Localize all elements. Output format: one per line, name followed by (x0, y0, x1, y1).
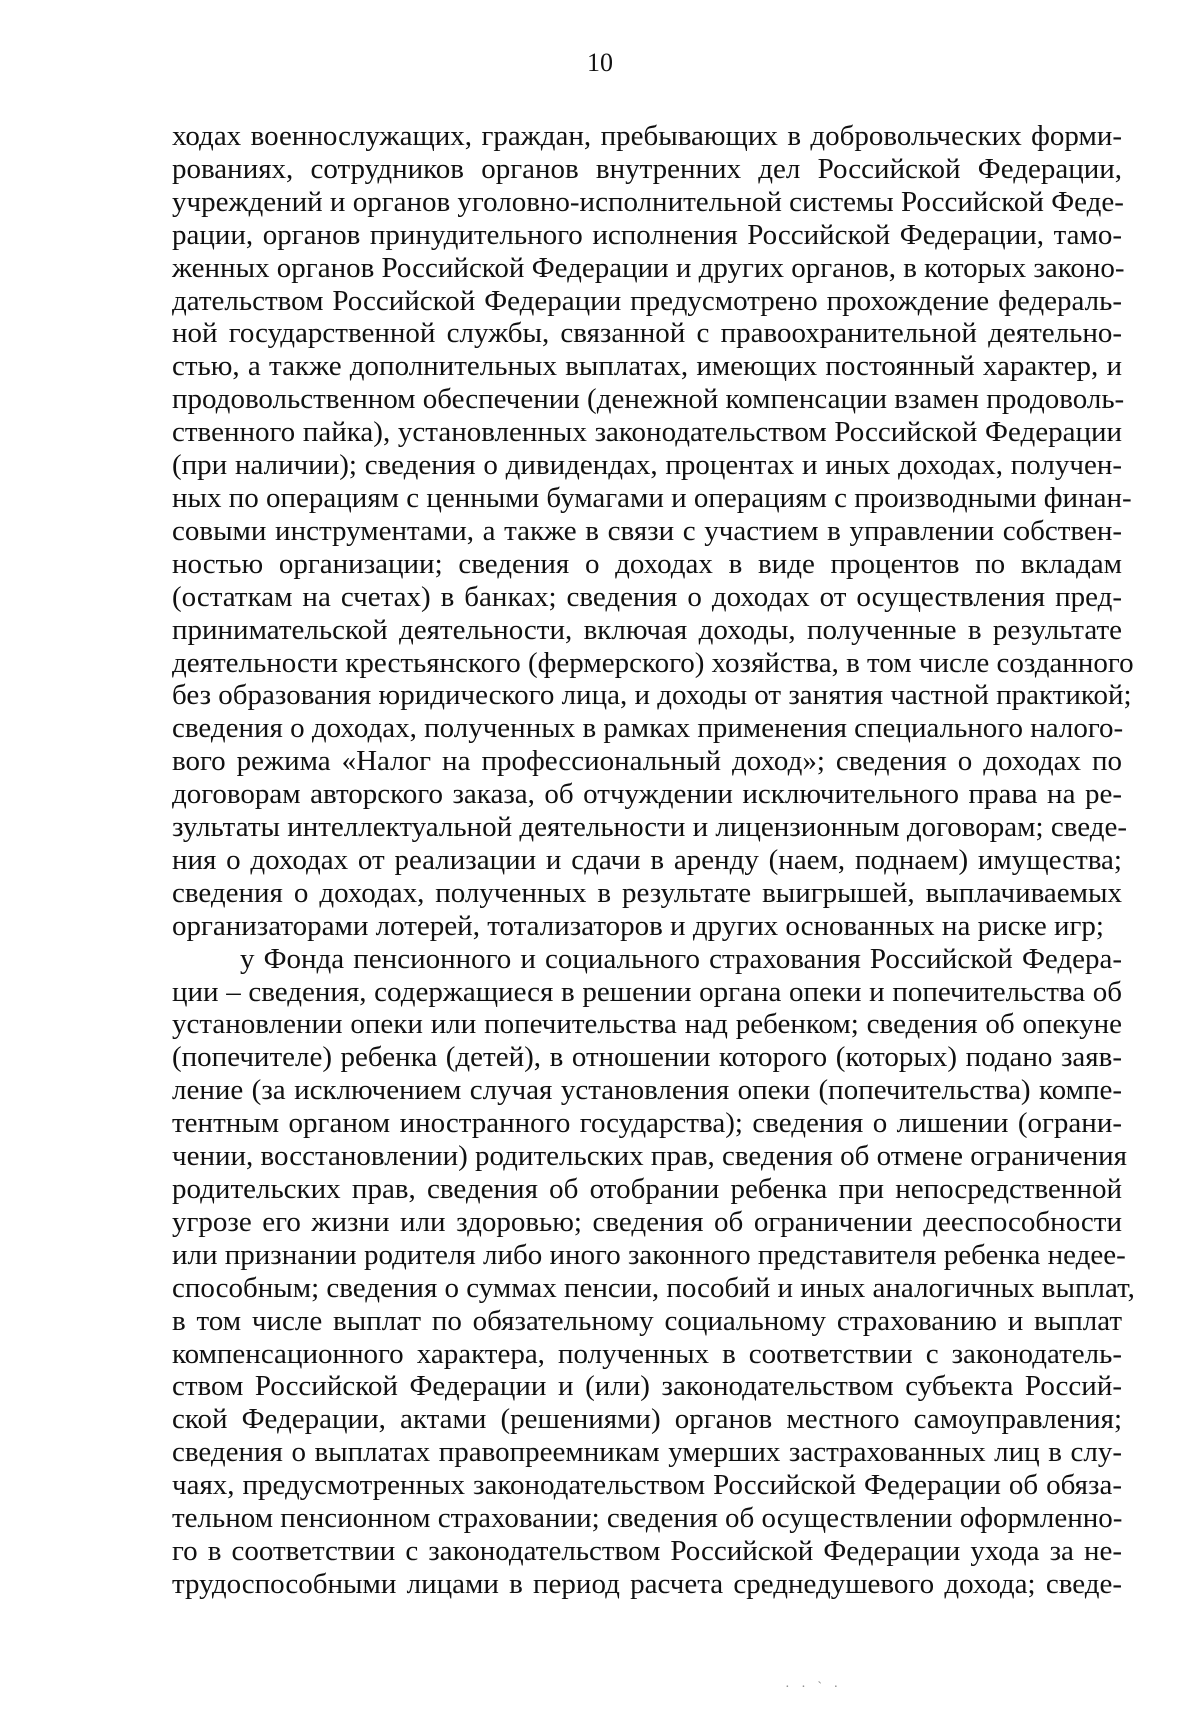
scan-artifact: · · ˋ · (785, 1680, 843, 1695)
text-line: без образования юридического лица, и доходы от занятия частной практикой; (172, 679, 1132, 712)
text-line: продовольственном обеспечении (денежной компенсации взамен продоволь- (172, 383, 1125, 416)
paragraph-start-line: у Фонда пенсионного и социального страхования Российской Федера- (240, 942, 1122, 975)
text-line: тельном пенсионном страховании; сведения об осуществлении оформленно- (172, 1502, 1123, 1535)
text-line: угрозе его жизни или здоровью; сведения об ограничении дееспособности (172, 1205, 1122, 1238)
text-line: родительских прав, сведения об отобрании ребенка при непосредственной (172, 1173, 1122, 1205)
paragraph-end-line: организаторами лотерей, тотализаторов и других основанных на риске игр; (172, 909, 1104, 942)
text-line: зультаты интеллектуальной деятельности и лицензионным договорам; сведе- (172, 811, 1128, 844)
text-line: рации, органов принудительного исполнения Российской Федерации, тамо- (172, 218, 1122, 251)
text-line: способным; сведения о суммах пенсии, пособий и иных аналогичных выплат, (172, 1271, 1135, 1304)
text-line: сведения о доходах, полученных в результате выигрышей, выплачиваемых (172, 876, 1122, 909)
text-line: тентным органом иностранного государства); сведения о лишении (ограни- (172, 1107, 1122, 1140)
text-line: принимательской деятельности, включая доходы, полученные в результате (172, 613, 1122, 646)
text-line: деятельности крестьянского (фермерского) хозяйства, в том числе созданного (172, 646, 1134, 679)
text-line: (остаткам на счетах) в банках; сведения о доходах от осуществления пред- (172, 580, 1122, 613)
text-line: вого режима «Налог на профессиональный доход»; сведения о доходах по (172, 745, 1122, 778)
text-line: установлении опеки или попечительства над ребенком; сведения об опекуне (172, 1008, 1122, 1041)
text-line: (при наличии); сведения о дивидендах, процентах и иных доходах, получен- (172, 449, 1122, 482)
text-line: (попечителе) ребенка (детей), в отношении которого (которых) подано заяв- (172, 1041, 1122, 1074)
text-line: женных органов Российской Федерации и других органов, в которых законо- (172, 251, 1125, 284)
text-line: сведения о доходах, полученных в рамках применения специального налого- (172, 712, 1124, 745)
text-line: ции – сведения, содержащиеся в решении органа опеки и попечительства об (172, 975, 1122, 1008)
text-line: ской Федерации, актами (решениями) органов местного самоуправления; (172, 1403, 1122, 1436)
text-line: сведения о выплатах правопреемникам умерших застрахованных лиц в слу- (172, 1436, 1122, 1469)
text-line: дательством Российской Федерации предусмотрено прохождение федераль- (172, 284, 1122, 317)
text-line: договорам авторского заказа, об отчуждении исключительного права на ре- (172, 778, 1122, 811)
text-line: чении, восстановлении) родительских прав, сведения об отмене ограничения (172, 1140, 1127, 1173)
text-line: совыми инструментами, а также в связи с участием в управлении собствен- (172, 514, 1122, 547)
text-line: компенсационного характера, полученных в соответствии с законодатель- (172, 1337, 1122, 1370)
text-line: ной государственной службы, связанной с правоохранительной деятельно- (172, 317, 1122, 350)
text-line: в том числе выплат по обязательному социальному страхованию и выплат (172, 1304, 1122, 1337)
text-line: ством Российской Федерации и (или) законодательством субъекта Россий- (172, 1370, 1122, 1403)
text-line: чаях, предусмотренных законодательством Российской Федерации об обяза- (172, 1469, 1122, 1502)
text-line: или признании родителя либо иного законного представителя ребенка недее- (172, 1238, 1126, 1271)
text-line: стью, а также дополнительных выплатах, имеющих постоянный характер, и (172, 350, 1122, 383)
document-body (172, 120, 1135, 1601)
text-line: учреждений и органов уголовно-исполнительной системы Российской Феде- (172, 185, 1124, 218)
text-line: трудоспособными лицами в период расчета среднедушевого дохода; сведе- (172, 1567, 1122, 1600)
text-line: ходах военнослужащих, граждан, пребывающих в добровольческих форми- (172, 120, 1122, 152)
text-line: ление (за исключением случая установления опеки (попечительства) компе- (172, 1074, 1122, 1107)
text-line: го в соответствии с законодательством Российской Федерации ухода за не- (172, 1534, 1122, 1567)
text-line: ностью организации; сведения о доходах в виде процентов по вкладам (172, 547, 1122, 580)
text-line: ственного пайка), установленных законодательством Российской Федерации (172, 416, 1122, 449)
text-line: рованиях, сотрудников органов внутренних дел Российской Федерации, (172, 152, 1122, 185)
text-line: ных по операциям с ценными бумагами и операциям с производными финан- (172, 481, 1132, 514)
page-number: 10 (587, 48, 613, 77)
text-line: ния о доходах от реализации и сдачи в аренду (наем, поднаем) имущества; (172, 843, 1122, 876)
